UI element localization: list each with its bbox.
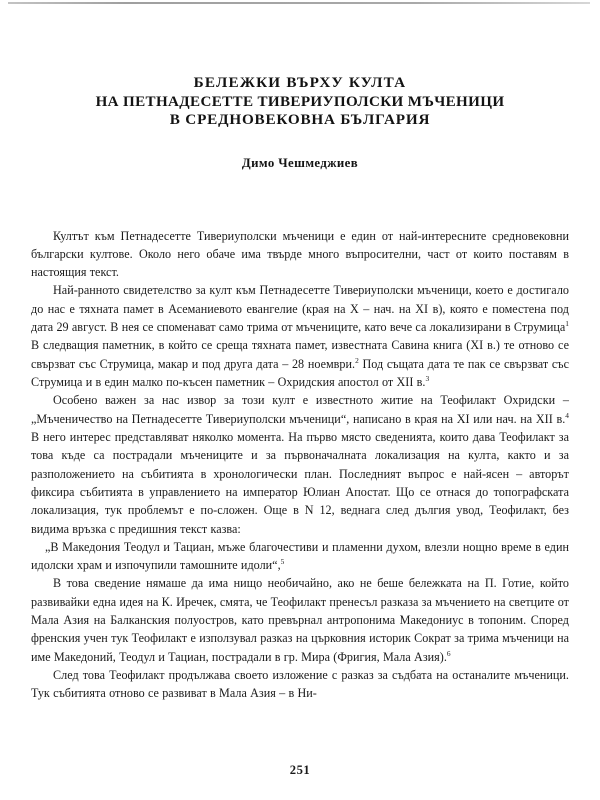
- paragraph-3-segment-b: В него интерес представляват няколко момента. На първо място сведенията, които дава Теофилакт за това къде са пострадали мъчениците и за първоначалната локализация на култа, както и за разположението на събитията в хронологически план. Последният въпрос е най-ясен – авторът фиксира събитията в управлението на император Юлиан Апостат. Що се отнася до топографската локализация, тук проблемът е по-сложен. Още в N 12, веднага след дългия увод, Теофилакт, без видима връзка с предишния текст казва:: [31, 429, 569, 536]
- paragraph-5: [31, 574, 569, 666]
- paragraph-2-segment-b: В следващия паметник, в който се среща тяхната памет, известната Савина книга (XI в.) те отново се свързват със Струмица, макар и под друга дата – 28 ноември.: [31, 338, 569, 371]
- page-title: [31, 74, 569, 130]
- footnote-marker-3: 3: [425, 373, 430, 383]
- paragraph-4-quote-text: „В Македония Теодул и Тациан, мъже благочестиви и пламенни духом, влезли нощно време в един идолски храм и изпочупили тамошните идоли“,: [31, 539, 569, 573]
- title-line-1: БЕЛЕЖКИ ВЪРХУ КУЛТА: [193, 74, 407, 91]
- paragraph-3: [31, 391, 569, 538]
- paragraph-1-text: Култът към Петнадесетте Тивериуполски мъченици е един от най-интересните средновековни български култове. Около него обаче има твърде много въпросителни, част от които поставям в настоящия текст.: [31, 228, 569, 280]
- paragraph-2-segment-c: Под същата дата те пак се свързват със Струмица и в един малко по-късен паметник – Охридския апостол от XII в.: [31, 356, 570, 389]
- page-number: 251: [289, 763, 311, 777]
- paragraph-4-blockquote: [31, 538, 569, 575]
- paragraph-2-segment-a: Най-ранното свидетелство за култ към Петнадесетте Тивериуполски мъченици, което е достигало до нас е тяхната памет в Асеманиевото евангелие (края на X – нач. на XI в), която е поместена под дата 29 август. В нея се споменават само трима от мъчениците, като вече са локализирани в Струмица: [31, 283, 569, 335]
- paragraph-6-text: След това Теофилакт продължава своето изложение с разказ за съдбата на останалите мъченици. Тук събитията отново се развиват в Мала Азия – в Ни-: [31, 668, 569, 701]
- footnote-marker-6: 6: [446, 648, 451, 658]
- paragraph-5-segment-a: В това сведение нямаше да има нищо необичайно, ако не беше бележката на П. Готие, който развивайки една идея на К. Иречек, смята, че Теофилакт пренесъл разказа за мъчението на светците от Мала Азия на Балканския полуостров, като превърнал антропонима Македониус в топоним. Според френския учен тук Теофилакт е използувал разказ на църковния историк Сократ за трима мъченици на име Македоний, Теодул и Тациан, пострадали в гр. Мира (Фригия, Мала Азия).: [31, 576, 569, 664]
- author-name: Димо Чешмеджиев: [241, 155, 359, 170]
- title-line-3: В СРЕДНОВЕКОВНА БЪЛГАРИЯ: [169, 111, 431, 128]
- paragraph-1: [31, 227, 569, 282]
- paragraph-2: [31, 281, 569, 391]
- title-line-2: НА ПЕТНАДЕСЕТТЕ ТИВЕРИУПОЛСКИ МЪЧЕНИЦИ: [95, 93, 505, 110]
- footnote-marker-4: 4: [565, 410, 569, 420]
- footnote-marker-1: 1: [565, 319, 569, 329]
- paragraph-6: [31, 666, 569, 703]
- article-body: [31, 227, 569, 703]
- footnote-marker-5: 5: [280, 557, 285, 567]
- footnote-marker-2: 2: [355, 355, 359, 365]
- paragraph-3-segment-a: Особено важен за нас извор за този култ е известното житие на Теофилакт Охридски – „Мъченичество на Петнадесетте Тивериуполски мъченици“, написано в края на XI или нач. на XII в.: [31, 393, 569, 426]
